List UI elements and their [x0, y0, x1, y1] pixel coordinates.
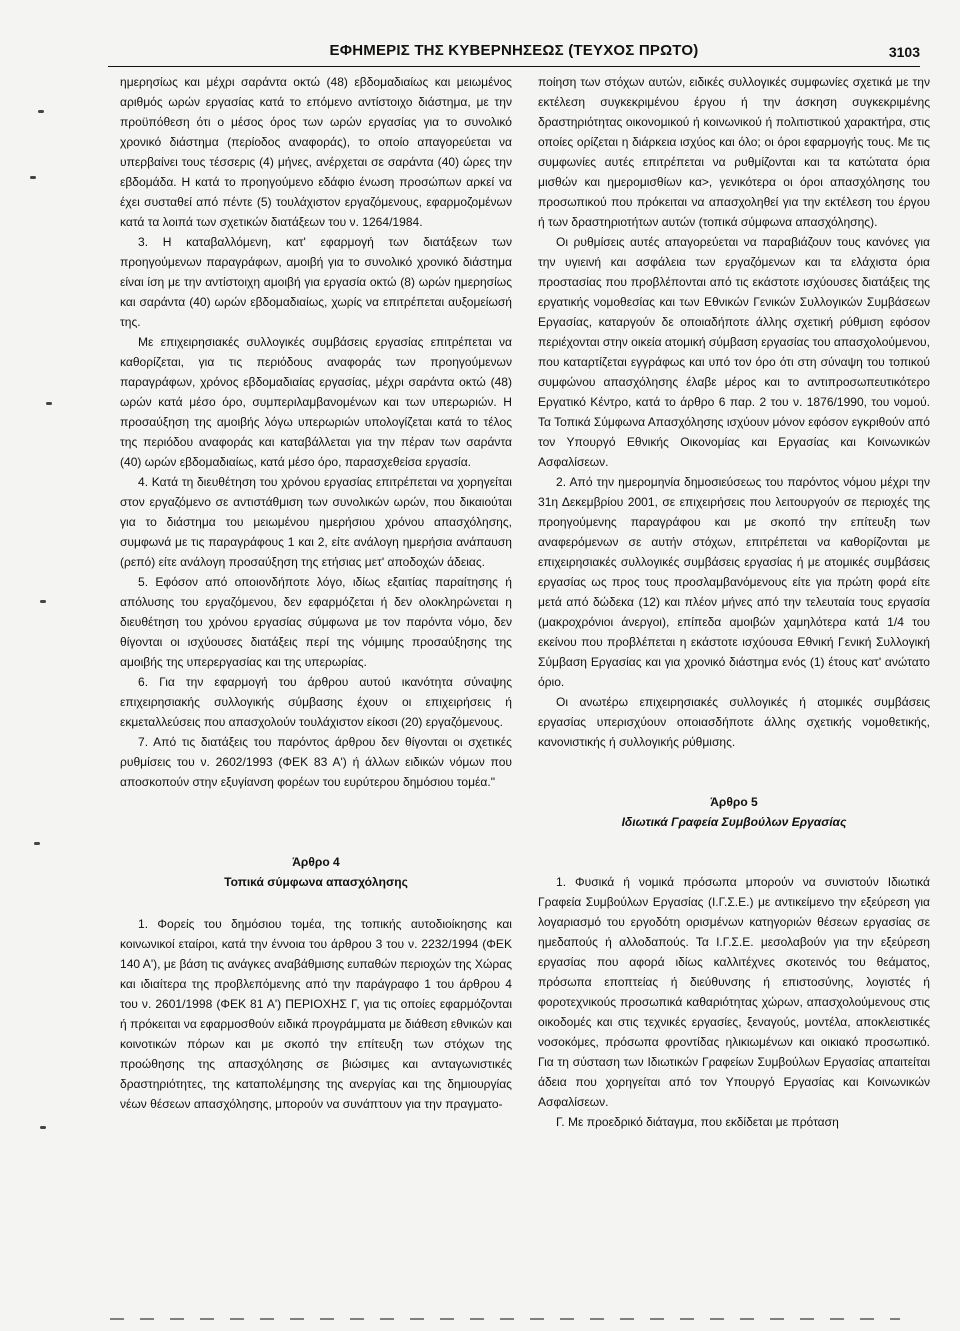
scan-speck — [40, 1126, 46, 1129]
scan-speck — [40, 600, 46, 603]
left-paragraph-1: ημερησίως και μέχρι σαράντα οκτώ (48) εβδομαδιαίως και μειωμένος αριθμός ωρών εργασίας κατά το επόμενο αντίστοιχο διάστημα, με την προϋπόθεση ότι ο μέσος όρος των ωρών εργασίας για το συνολικό χρονικό διάστημα (περίοδος αναφοράς), το οποίο απαγορεύεται να υπερβαίνει τους τέσσερις (4) μήνες, ανέρχεται σε σαράντα (40) ώρες την εβδομάδα. Η κατά το προηγούμενο εδάφιο ένωση προσώπων αρκεί να έχει συσταθεί από πέντε (5) τουλάχιστον εργαζόμενους, εφαρμοζομένων κατά τα λοιπά των σχετικών διατάξεων του ν. 1264/1984. — [120, 75, 512, 229]
article-4-subtitle: Τοπικά σύμφωνα απασχόλησης — [224, 875, 408, 889]
left-paragraph-7: 7. Από τις διατάξεις του παρόντος άρθρου δεν θίγονται οι σχετικές ρυθμίσεις του ν. 2602/1993 (ΦΕΚ 83 Α') ή άλλων ειδικών νόμων που αποσκοπούν στην εξυγίανση φορέων του ευρύτερου δημόσιου τομέα." — [120, 735, 512, 789]
right-paragraph-4: Οι ανωτέρω επιχειρησιακές συλλογικές ή ατομικές συμβάσεις εργασίας υπερισχύουν οποιασδήποτε άλλης σχετικής νομοθετικής, κανονιστικής ή συλλογικής ρύθμισης. — [538, 695, 930, 749]
right-paragraph-5: 1. Φυσικά ή νομικά πρόσωπα μπορούν να συνιστούν Ιδιωτικά Γραφεία Συμβούλων Εργασίας (Ι.Γ.Σ.Ε.) με αντικείμενο την εξεύρεση για λογαριασμό του εργοδότη ορισμένων κατηγοριών θέσεων εργασίας σε ημεδαπούς ή αλλοδαπούς. Τα Ι.Γ.Σ.Ε. μεσολαβούν για την εξεύρεση εργασίας που αφορά ιδίως καλλιτέχνες σκοτεινός του θεάματος, πρόσωπα εποπτείας ή διεύθυνσης ή επιστοσύνης, λογιστές ή φοροτεχνικούς προσωπικά καθαριότητας χώρων, απασχολούμενους στις οικοδομές και στις τεχνικές εργασίες, ξεναγούς, μοντέλα, αποκλειστικές νοσοκόμες, πρόσωπα φροντίδας ηλικιωμένων και οικιακό προσωπικό. Για τη σύσταση των Ιδιωτικών Γραφείων Συμβούλων Εργασίας απαιτείται άδεια που χορηγείται από τον Υπουργό Εργασίας και Κοινωνικών Ασφαλίσεων. — [538, 875, 930, 1109]
right-paragraph-2: Οι ρυθμίσεις αυτές απαγορεύεται να παραβιάζουν τους κανόνες για την υγιεινή και ασφάλεια των εργαζόμενων και τα ελάχιστα όρια προστασίας που προβλέπονται από τις εκάστοτε ισχύουσες διατάξεις της εργατικής νομοθεσίας και των Εθνικών Γενικών Συλλογικών Συμβάσεων Εργασίας, καταργούν δε οποιαδήποτε άλλης σχετική ρύθμιση εφόσον περιέχονται στην οικεία ατομική σύμβαση εργασίας του απασχολούμενου, που καταρτίζεται εγγράφως και υπό τον όρο ότι στη σύναψη του τοπικού συμφώνου απασχόλησης έλαβε μέρος και το αντιπροσωπευτικότερο Εργατικό Κέντρο, κατά το άρθρο 6 παρ. 2 του ν. 1876/1990, του νομού. Τα Τοπικά Σύμφωνα Απασχόλησης ισχύουν μόνον εφόσον εγκριθούν από τον Υπουργό Εθνικής Οικονομίας και Εργασίας και Κοινωνικών Ασφαλίσεων. — [538, 235, 930, 469]
scan-speck — [30, 176, 36, 179]
scan-speck — [38, 110, 44, 113]
left-paragraph-8: 1. Φορείς του δημόσιου τομέα, της τοπικής αυτοδιοίκησης και κοινωνικοί εταίροι, κατά την έννοια του άρθρου 3 του ν. 2232/1994 (ΦΕΚ 140 Α'), με βάση τις ανάγκες αναβάθμισης ευπαθών περιοχών της Χώρας και ιδιαίτερα της προβλεπόμενης από την παράγραφο 1 του άρθρου 4 του ν. 2601/1998 (ΦΕΚ 81 Α') ΠΕΡΙΟΧΗΣ Γ, για τις οποίες εφαρμόζονται ή πρόκειται να εφαρμοσθούν ειδικά προγράμματα με διάθεση εθνικών και κοινοτικών πόρων και με σκοπό την επίτευξη των στόχων της προώθησης της απασχόλησης σε βιώσιμες και ανταγωνιστικές δραστηριότητες, της καταπολέμησης της ανεργίας και της δημιουργίας νέων θέσεων απασχόλησης, μπορούν να συνάπτουν για την πραγματο- — [120, 917, 512, 1111]
spacer — [538, 832, 930, 872]
right-paragraph-6: Γ. Με προεδρικό διάταγμα, που εκδίδεται με πρόταση — [556, 1115, 839, 1129]
left-column — [120, 72, 512, 1114]
spacer — [538, 752, 930, 792]
right-paragraph-3: 2. Από την ημερομηνία δημοσιεύσεως του παρόντος νόμου μέχρι την 31η Δεκεμβρίου 2001, σε επιχειρήσεις που λειτουργούν σε περιοχές της προηγούμενης παραγράφου και με σκοπό την επίτευξη των αναφερόμενων σε αυτήν στόχων, επιτρέπεται να καθορίζονται με επιχειρησιακές συλλογικές συμβάσεις εργασίας ή με ατομικές συμβάσεις εργασίας ως προς τους προσλαμβανόμενους είτε για πρώτη φορά είτε μετά από δώδεκα (12) και πλέον μήνες από την τελευταία τους εργασία (μακροχρόνιοι άνεργοι), επίπεδα αμοιβών χαμηλότερα κατά 1/4 του εκείνου που προβλέπεται η εκάστοτε ισχύουσα Εθνική Γενική Συλλογική Σύμβαση Εργασίας και για χρονικό διάστημα ενός (1) έτους κατ' ανώτατο όριο. — [538, 475, 930, 689]
left-paragraph-5: 5. Εφόσον από οποιονδήποτε λόγο, ιδίως εξαιτίας παραίτησης ή απόλυσης του εργαζόμενου, δεν εφαρμόζεται ή δεν ολοκληρώνεται η διευθέτηση του χρόνου εργασίας σύμφωνα με τον παρόντα νόμο, δεν θίγονται οι ισχύουσες διατάξεις περί της νόμιμης προσαύξησης της αμοιβής της υπερεργασίας και της υπερωρίας. — [120, 575, 512, 669]
left-paragraph-6: 6. Για την εφαρμογή του άρθρου αυτού ικανότητα σύναψης επιχειρησιακής συλλογικής σύμβασης έχουν οι επιχειρήσεις ή εκμεταλλεύσεις που απασχολούν τουλάχιστον είκοσι (20) εργαζόμενους. — [120, 675, 512, 729]
article-5-subtitle: Ιδιωτικά Γραφεία Συμβούλων Εργασίας — [621, 815, 847, 829]
article-5-title: Άρθρο 5 — [710, 795, 758, 809]
right-paragraph-1: ποίηση των στόχων αυτών, ειδικές συλλογικές συμφωνίες σχετικά με την εκτέλεση συγκεκριμένου έργου ή την άσκηση συγκεκριμένης δραστηριότητας οικονομικού ή κοινωνικού ή πολιτιστικού χαρακτήρα, στις οποίες ορίζεται η διάρκεια ισχύος και όλο; οι όροι εφαρμογής τους. Με τις συμφωνίες αυτές επιτρέπεται να ρυθμίζονται και τα κατώτατα όρια μισθών και ημερομισθίων κα>, γενικότερα οι όροι απασχόλησης του προσωπικού που πρόκειται να απασχοληθεί για την εκτέλεση του έργου ή των δραστηριοτήτων αυτών (τοπικά σύμφωνα απασχόλησης). — [538, 75, 930, 229]
left-paragraph-2: 3. Η καταβαλλόμενη, κατ' εφαρμογή των διατάξεων των προηγούμενων παραγράφων, αμοιβή για το συνολικό χρονικό διάστημα είναι ίση με την αντίστοιχη αμοιβή για εργασία οκτώ (8) ωρών ημερησίως και σαράντα (40) ωρών εβδομαδιαίως, χωρίς να επιτρέπεται αυξομείωσή της. — [120, 235, 512, 329]
gazette-title: ΕΦΗΜΕΡΙΣ ΤΗΣ ΚΥΒΕΡΝΗΣΕΩΣ (ΤΕΥΧΟΣ ΠΡΩΤΟ) — [329, 42, 699, 59]
spacer — [120, 792, 512, 852]
scan-speck — [34, 842, 40, 845]
scan-speck — [46, 402, 52, 405]
spacer — [120, 892, 512, 914]
bottom-edge-marks — [110, 1318, 900, 1320]
left-paragraph-3: Με επιχειρησιακές συλλογικές συμβάσεις εργασίας επιτρέπεται να καθορίζεται, για τις περιόδους αναφοράς των προηγούμενων παραγράφων, χρόνος εβδομαδιαίας εργασίας, μέχρι σαράντα οκτώ (48) ωρών κατά μέσο όρο, συμπεριλαμβανομένων και των υπερωριών. Η προσαύξηση της αμοιβής λόγω υπερωριών υπολογίζεται κατά το τέλος της περιόδου αναφοράς και καταβάλλεται για την πέραν των σαράντα (40) ωρών εβδομαδιαίως, κατά μέσο όρο, παρασχεθείσα εργασία. — [120, 335, 512, 469]
left-paragraph-4: 4. Κατά τη διευθέτηση του χρόνου εργασίας επιτρέπεται να χορηγείται στον εργαζόμενο σε αντιστάθμιση των συνολικών ωρών, που δικαιούται για το διάστημα του μειωμένου ημερήσιου χρόνου απασχόλησης, συμφωνά με τις παραγράφους 1 και 2, είτε ανάλογη ημερήσια ανάπαυση (ρεπό) είτε ανάλογη προσαύξηση της ετήσιας μετ' αποδοχών άδειας. — [120, 475, 512, 569]
article-4-title: Άρθρο 4 — [292, 855, 340, 869]
page-number: 3103 — [888, 44, 920, 60]
right-column — [538, 72, 930, 1132]
page-header — [108, 40, 920, 67]
